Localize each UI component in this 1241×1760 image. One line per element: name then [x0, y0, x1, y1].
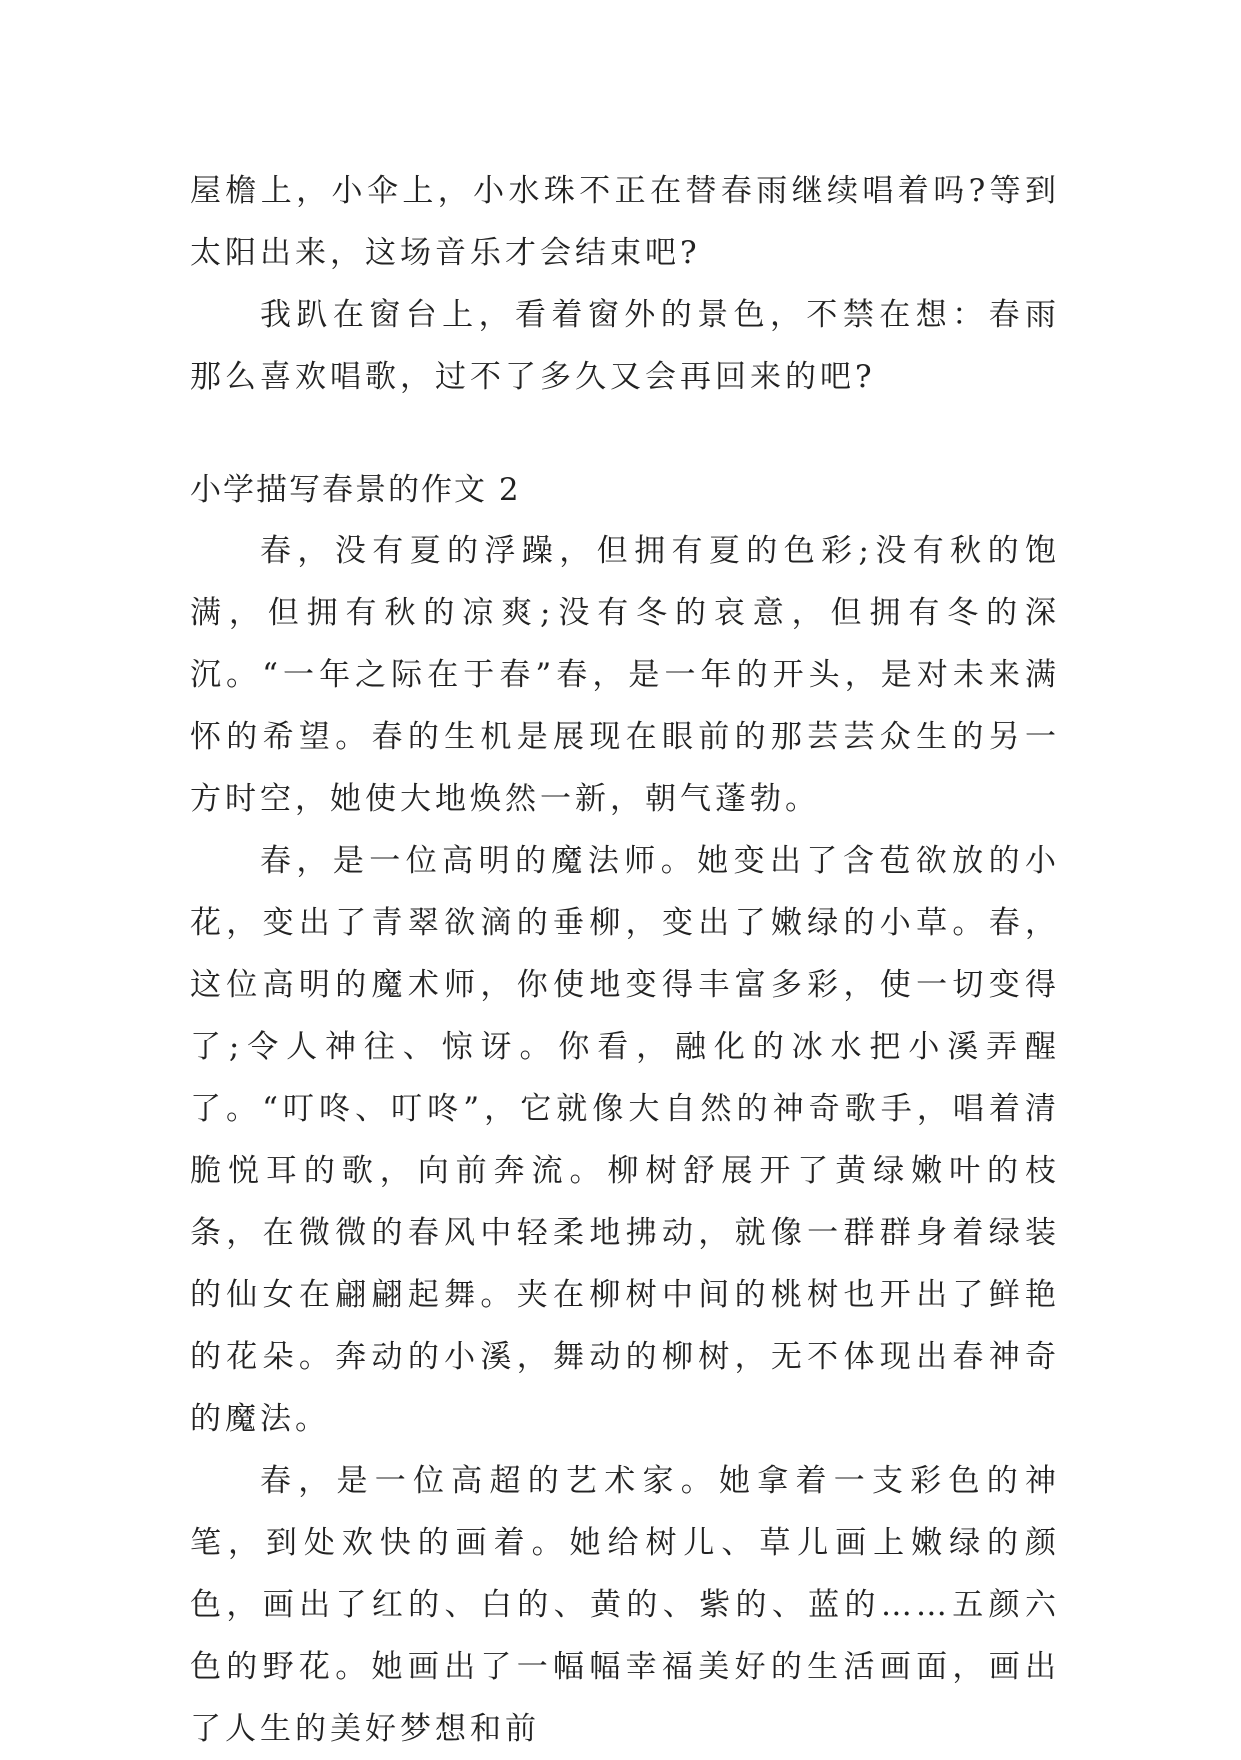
section-heading: 小学描写春景的作文 2	[190, 472, 521, 508]
document-body	[190, 160, 1060, 1760]
paragraph-2: 我趴在窗台上，看着窗外的景色，不禁在想：春雨那么喜欢唱歌，过不了多久又会再回来的吧?	[190, 297, 1060, 395]
paragraph-1: 屋檐上，小伞上，小水珠不正在替春雨继续唱着吗?等到太阳出来，这场音乐才会结束吧?	[190, 173, 1060, 271]
paragraph-5: 春，是一位高超的艺术家。她拿着一支彩色的神笔，到处欢快的画着。她给树儿、草儿画上嫩绿的颜色，画出了红的、白的、黄的、紫的、蓝的……五颜六色的野花。她画出了一幅幅幸福美好的生活画面，画出了人生的美好梦想和前	[190, 1463, 1060, 1747]
paragraph-4: 春，是一位高明的魔法师。她变出了含苞欲放的小花，变出了青翠欲滴的垂柳，变出了嫩绿的小草。春，这位高明的魔术师，你使地变得丰富多彩，使一切变得了;令人神往、惊讶。你看，融化的冰水把小溪弄醒了。“叮咚、叮咚”，它就像大自然的神奇歌手，唱着清脆悦耳的歌，向前奔流。柳树舒展开了黄绿嫩叶的枝条，在微微的春风中轻柔地拂动，就像一群群身着绿装的仙女在翩翩起舞。夹在柳树中间的桃树也开出了鲜艳的花朵。奔动的小溪，舞动的柳树，无不体现出春神奇的魔法。	[190, 843, 1060, 1437]
paragraph-3: 春，没有夏的浮躁，但拥有夏的色彩;没有秋的饱满，但拥有秋的凉爽;没有冬的哀意，但拥有冬的深沉。“一年之际在于春”春，是一年的开头，是对未来满怀的希望。春的生机是展现在眼前的那芸芸众生的另一方时空，她使大地焕然一新，朝气蓬勃。	[190, 533, 1060, 817]
